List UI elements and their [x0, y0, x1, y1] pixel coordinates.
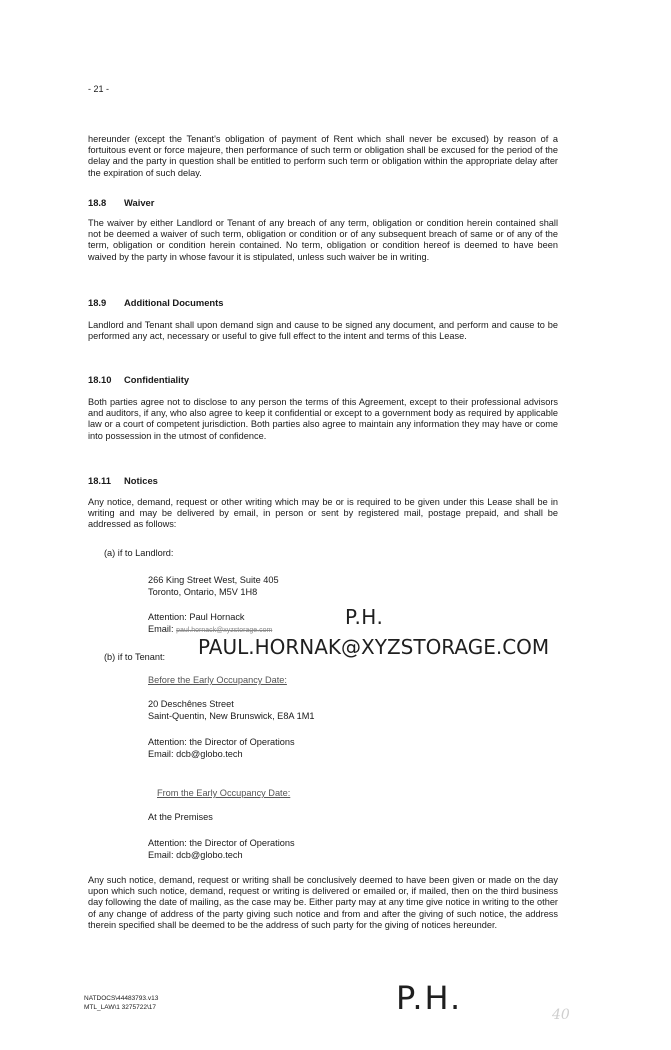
landlord-email-label: Email: [148, 624, 174, 634]
section-number: 18.9 [88, 297, 107, 308]
landlord-address-line2: Toronto, Ontario, M5V 1H8 [148, 587, 258, 597]
closing-paragraph: Any such notice, demand, request or writing shall be conclusively deemed to have been given or made on the day upon which such notice, demand, request or writing is delivered or emailed or, if mailed, then on the third business day following the date of mailing, as the case may be. Either party may at any time give notice in writing to the other of any change of address of the party giving such notice and from and after the giving of such notice, the address therein specified shall be deemed to be the address of such party for the giving of notices hereunder. [88, 875, 558, 930]
tenant-attention-2: Attention: the Director of Operations [148, 838, 295, 848]
intro-paragraph: hereunder (except the Tenant's obligation of payment of Rent which shall never be excused) by reason of a fortuitous event or force majeure, then performance of such term or obligation shall be excused for the period of the delay and the party in question shall be entitled to perform such term or obligation within the appropriate delay after the expiration of such delay. [88, 134, 558, 178]
handwritten-initials: P.H. [345, 605, 384, 629]
landlord-attention: Attention: Paul Hornack [148, 612, 245, 622]
signature-initials: P.H. [396, 979, 463, 1017]
tenant-email-2: Email: dcb@globo.tech [148, 850, 243, 860]
tenant-attention: Attention: the Director of Operations [148, 737, 295, 747]
page-mark: 40 [552, 1007, 570, 1023]
section-body-confidentiality: Both parties agree not to disclose to any person the terms of this Agreement, except to their professional advisors and auditors, if any, who also agree to keep it confidential or except to a government body as required by applicable law or a court of competent jurisdiction. Both parties also agree to maintain any information they may have or come into possession in the utmost of confidence. [88, 397, 558, 441]
handwritten-email: PAUL.HORNAK@XYZSTORAGE.COM [198, 635, 550, 659]
section-heading-additional-documents [88, 297, 223, 308]
section-title: Confidentiality [124, 374, 190, 385]
section-body-waiver: The waiver by either Landlord or Tenant of any breach of any term, obligation or condition herein contained shall not be deemed a waiver of such term, obligation or condition or of any subsequent breach of same or of any of the term, obligation or condition herein contained. No term, obligation or condition hereof is deemed to have been waived by the party in whose favour it is stipulated, unless such waiver be in writing. [88, 218, 558, 262]
tenant-before-heading: Before the Early Occupancy Date: [148, 675, 287, 685]
section-number: 18.8 [88, 197, 107, 208]
section-title: Waiver [124, 197, 155, 208]
section-number: 18.10 [88, 374, 112, 385]
section-heading-confidentiality [88, 374, 189, 385]
landlord-label: (a) if to Landlord: [104, 548, 174, 558]
page-number: - 21 - [88, 84, 110, 94]
tenant-address-line2: Saint-Quentin, New Brunswick, E8A 1M1 [148, 711, 315, 721]
tenant-email: Email: dcb@globo.tech [148, 749, 243, 759]
section-title: Notices [124, 475, 158, 486]
tenant-at-premises: At the Premises [148, 812, 213, 822]
footer-doc-id-2: MTL_LAW\1 3275722\17 [84, 1004, 157, 1011]
landlord-address-line1: 266 King Street West, Suite 405 [148, 575, 279, 585]
tenant-from-heading: From the Early Occupancy Date: [157, 788, 291, 798]
tenant-address-line1: 20 Deschênes Street [148, 699, 234, 709]
section-heading-waiver [88, 197, 154, 208]
section-body-additional-documents: Landlord and Tenant shall upon demand sign and cause to be signed any document, and perform and cause to be performed any act, necessary or useful to give full effect to the intent and terms of this Lease. [88, 320, 558, 342]
landlord-email-struck: paul.hornack@xyzstorage.com [176, 627, 273, 634]
section-body-notices: Any notice, demand, request or other writing which may be or is required to be given under this Lease shall be in writing and may be delivered by email, in person or sent by registered mail, postage prepaid, and shall be addressed as follows: [88, 497, 558, 530]
section-heading-notices [88, 475, 158, 486]
section-title: Additional Documents [124, 297, 224, 308]
tenant-label: (b) if to Tenant: [104, 652, 166, 662]
footer-doc-id-1: NATDOCS\44483793.v13 [84, 995, 159, 1002]
section-number: 18.11 [88, 475, 111, 486]
